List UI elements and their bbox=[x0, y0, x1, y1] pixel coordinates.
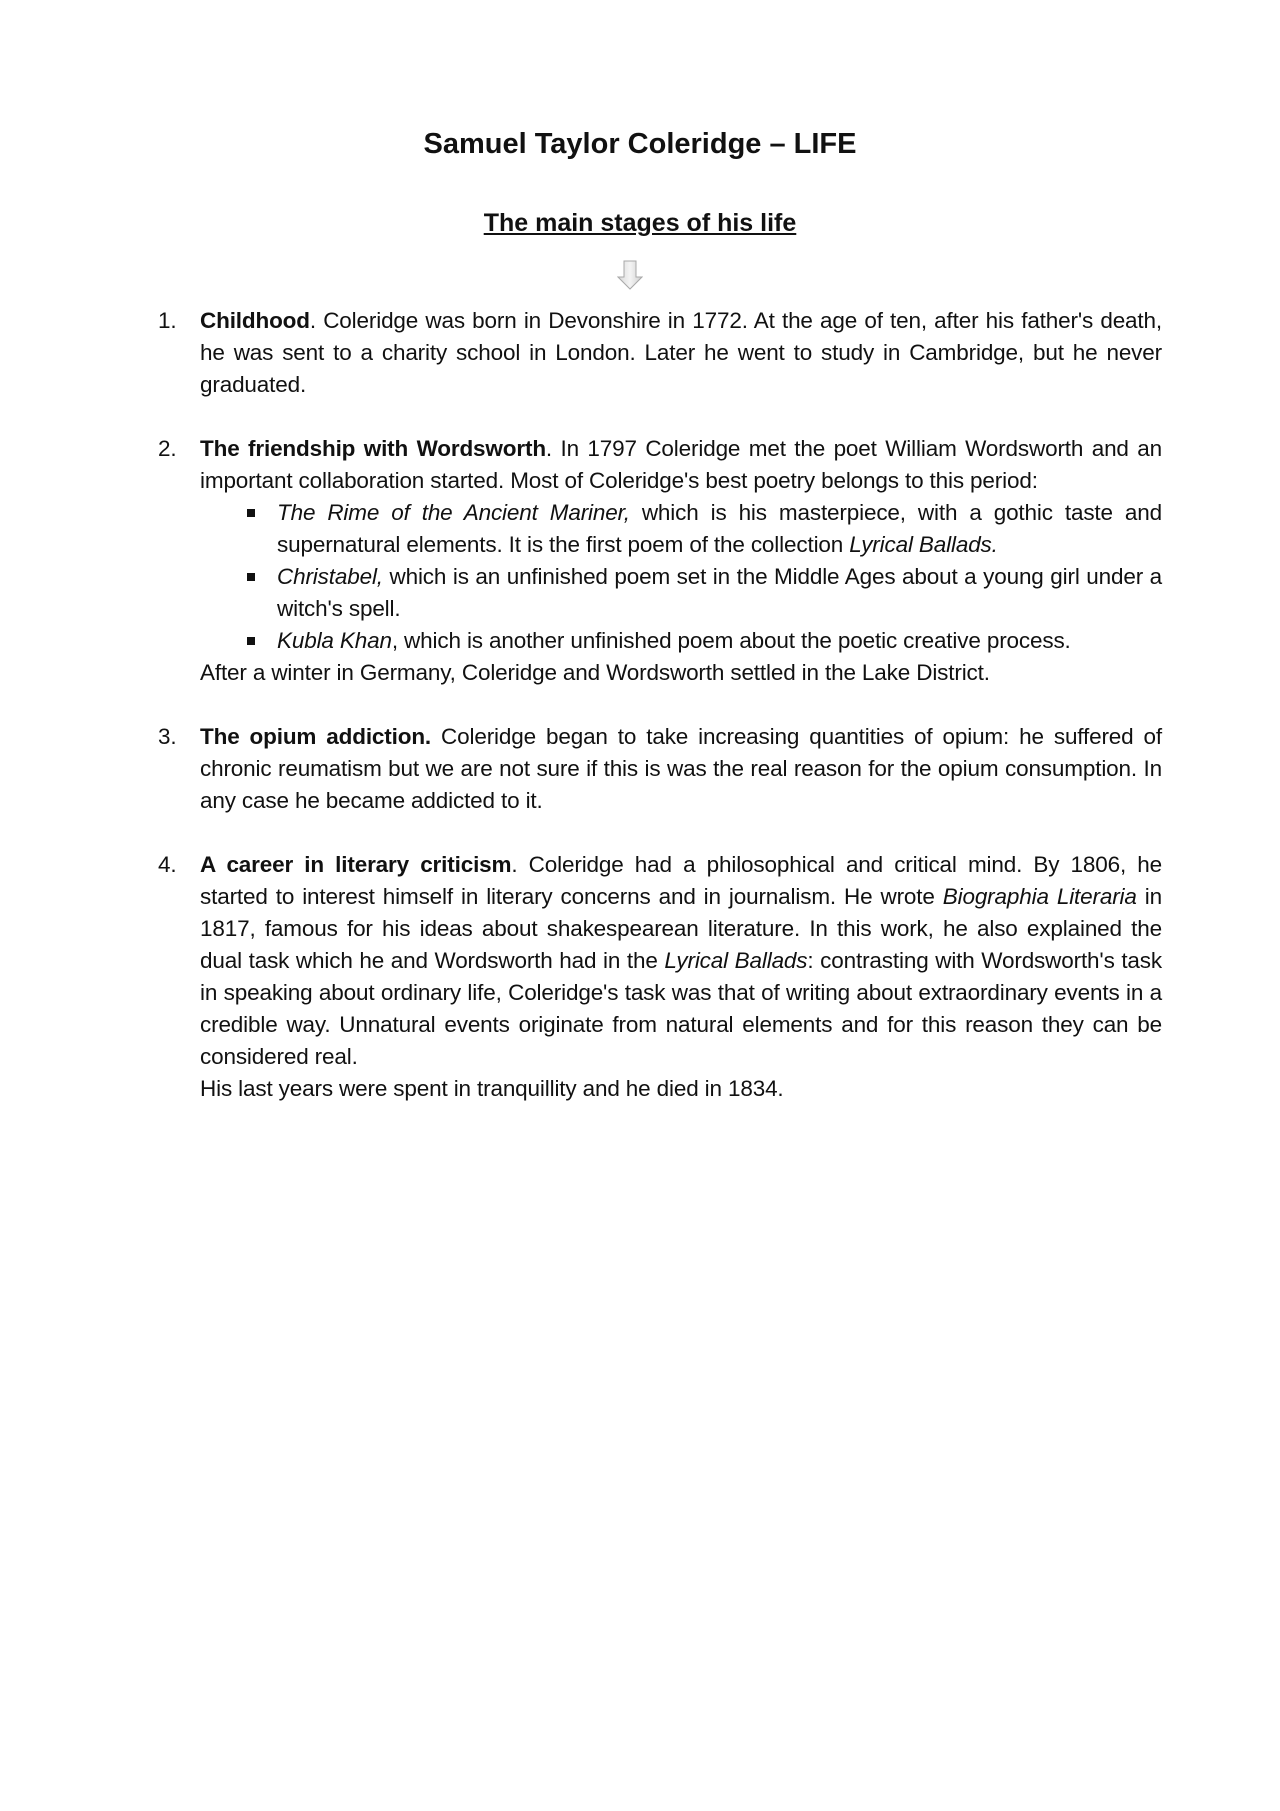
item-paragraph bbox=[200, 305, 1162, 401]
list-number: 1. bbox=[158, 308, 177, 333]
work-title: Christabel, bbox=[277, 564, 383, 589]
life-stages-list bbox=[158, 305, 1162, 1137]
item-heading: The opium addiction. bbox=[200, 724, 432, 749]
list-item-childhood bbox=[158, 305, 1162, 401]
item-text: . Coleridge had a philosophical and critical mind. By 1806, he started to interest himself in literary concerns and in journalism. He wrote bbox=[200, 852, 1162, 909]
item-last-text: His last years were spent in tranquillity and he died in 1834. bbox=[200, 1076, 784, 1101]
list-item-friendship bbox=[158, 433, 1162, 689]
bullet-item bbox=[277, 625, 1162, 657]
work-title: Lyrical Ballads. bbox=[849, 532, 998, 557]
list-item-career bbox=[158, 849, 1162, 1105]
item-paragraph bbox=[200, 721, 1162, 817]
bullet-text: which is his masterpiece, with a gothic taste and supernatural elements. It is the first poem of the collection bbox=[277, 500, 1162, 557]
page-title: Samuel Taylor Coleridge – LIFE bbox=[423, 128, 857, 160]
item-heading: Childhood bbox=[200, 308, 310, 333]
item-after-text: After a winter in Germany, Coleridge and Wordsworth settled in the Lake District. bbox=[200, 660, 990, 685]
list-number: 4. bbox=[158, 852, 177, 877]
bullet-item bbox=[277, 497, 1162, 561]
works-bullet-list bbox=[200, 497, 1162, 657]
bullet-square-icon bbox=[247, 637, 255, 645]
item-paragraph bbox=[200, 433, 1162, 497]
arrow-down-icon bbox=[617, 260, 643, 290]
page-subtitle: The main stages of his life bbox=[483, 209, 797, 237]
item-text: in 1817, famous for his ideas about shakespearean literature. In this work, he also explained the dual task which he and Wordsworth had in the bbox=[200, 884, 1162, 973]
list-item-opium bbox=[158, 721, 1162, 817]
work-title: Kubla Khan bbox=[277, 628, 392, 653]
list-number: 2. bbox=[158, 436, 177, 461]
item-text: : contrasting with Wordsworth's task in speaking about ordinary life, Coleridge's task was that of writing about extraordinary events in a credible way. Unnatural events originate from natural elements and for this reason they can be considered real. bbox=[200, 948, 1162, 1069]
work-title: Lyrical Ballads bbox=[664, 948, 808, 973]
item-text: . Coleridge was born in Devonshire in 1772. At the age of ten, after his father's death, he was sent to a charity school in London. Later he went to study in Cambridge, but he never graduated. bbox=[200, 308, 1162, 397]
bullet-square-icon bbox=[247, 509, 255, 517]
bullet-text: which is an unfinished poem set in the Middle Ages about a young girl under a witch's spell. bbox=[277, 564, 1162, 621]
list-number: 3. bbox=[158, 724, 177, 749]
bullet-text: , which is another unfinished poem about the poetic creative process. bbox=[391, 628, 1071, 653]
item-text: . In 1797 Coleridge met the poet William Wordsworth and an important collaboration started. Most of Coleridge's best poetry belongs to this period: bbox=[200, 436, 1162, 493]
work-title: Biographia Literaria bbox=[942, 884, 1137, 909]
work-title: The Rime of the Ancient Mariner, bbox=[277, 500, 630, 525]
bullet-item bbox=[277, 561, 1162, 625]
item-heading: The friendship with Wordsworth bbox=[200, 436, 546, 461]
item-heading: A career in literary criticism bbox=[200, 852, 512, 877]
item-text: Coleridge began to take increasing quantities of opium: he suffered of chronic reumatism but we are not sure if this is was the real reason for the opium consumption. In any case he became addicted to it. bbox=[200, 724, 1162, 813]
bullet-square-icon bbox=[247, 573, 255, 581]
item-paragraph bbox=[200, 849, 1162, 1073]
